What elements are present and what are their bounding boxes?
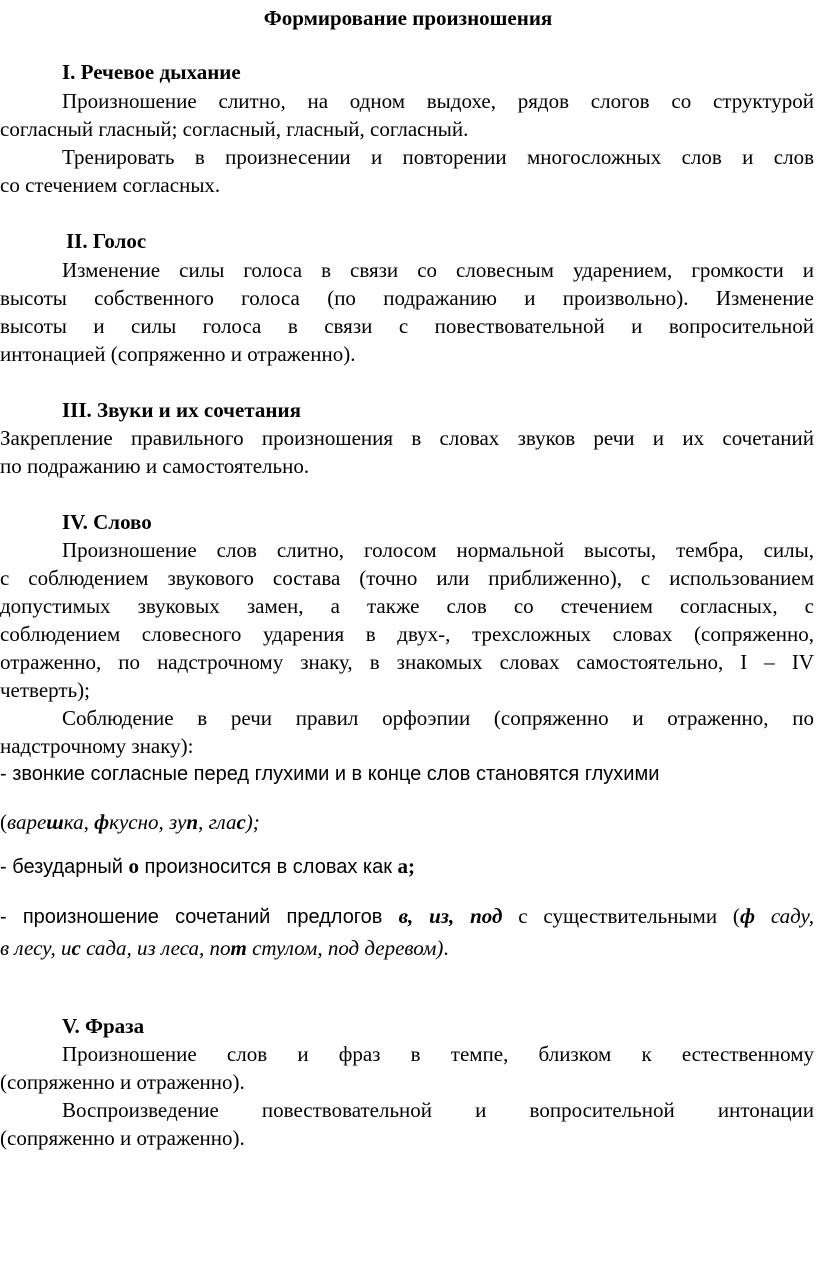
rule3-l2f: . <box>443 936 449 960</box>
ex1-w2d: , гла <box>198 810 237 834</box>
s1-p2-line1: Тренировать в произнесении и повторении многосложных слов и слов <box>62 145 814 169</box>
section-3-heading: III. Звуки и их сочетания <box>62 398 301 422</box>
rule3-mid: с существительными ( <box>502 904 740 928</box>
s4-p1-line1: Произношение слов слитно, голосом нормальной высоты, тембра, силы, <box>62 538 814 562</box>
s2-line3: высоты и силы голоса в связи с повествовательной и вопросительной <box>0 314 814 338</box>
s4-p2-line2: надстрочному знаку): <box>0 734 194 758</box>
rule-prepositions-line1 <box>0 902 814 931</box>
s4-p2-line1: Соблюдение в речи правил орфоэпии (сопряженно и отраженно, по <box>62 706 814 730</box>
s4-p1-line6: четверть); <box>0 678 90 702</box>
s2-line1: Изменение силы голоса в связи со словесным ударением, громкости и <box>62 258 814 282</box>
rule2-pre: - безударный <box>0 856 129 878</box>
s1-p1-line2: согласный гласный; согласный, гласный, согласный. <box>0 117 469 141</box>
ex1-w1b: ш <box>46 810 64 834</box>
rule3-l2b: с <box>71 936 81 960</box>
rule3-f: ф <box>739 904 755 928</box>
s5-p1-line1: Произношение слов и фраз в темпе, близком к естественному <box>62 1042 814 1066</box>
s5-p2-line1: Воспроизведение повествовательной и вопросительной интонации <box>62 1098 814 1122</box>
s4-p1-line4: соблюдением словесного ударения в двух-, трехсложных словах (сопряженно, <box>0 622 814 646</box>
rule3-l2c: сада, из леса, по <box>80 936 231 960</box>
rule3-pre: - произношение сочетаний предлогов <box>0 906 399 928</box>
ex1-w2c: п <box>186 810 199 834</box>
section-4-heading: IV. Слово <box>62 510 152 534</box>
rule2-o: о <box>128 854 139 878</box>
rule2-a: а; <box>397 854 416 878</box>
rule3-l2d: т <box>230 936 247 960</box>
ex1-w2a: ф <box>94 810 110 834</box>
section-1-heading: I. Речевое дыхание <box>62 60 241 84</box>
rule3-l2a: в лесу, и <box>0 936 72 960</box>
s4-p1-line3: допустимых звуковых замен, а также слов со стечением согласных, с <box>0 594 814 618</box>
s1-p2-line2: со стечением согласных. <box>0 173 221 197</box>
ex1-w2f: ); <box>245 810 260 834</box>
s3-line1: Закрепление правильного произношения в словах звуков речи и их сочетаний <box>0 426 814 450</box>
s3-line2: по подражанию и самостоятельно. <box>0 454 310 478</box>
rule3-preps: в, из, под <box>398 904 503 928</box>
section-2-heading: II. Голос <box>66 229 147 253</box>
ex1-w2b: кусно, зу <box>109 810 187 834</box>
s2-line4: интонацией (сопряженно и отраженно). <box>0 342 356 366</box>
rule2-mid: произносится в словах как <box>138 856 398 878</box>
s5-p1-line2: (сопряженно и отраженно). <box>0 1070 245 1094</box>
ex1-w2e: с <box>236 810 246 834</box>
rule-voiced-consonants: - звонкие согласные перед глухими и в конце слов становятся глухими <box>0 763 660 785</box>
s5-p2-line2: (сопряженно и отраженно). <box>0 1126 245 1150</box>
section-5-heading: V. Фраза <box>62 1014 145 1038</box>
s1-p1-line1: Произношение слитно, на одном выдохе, рядов слогов со структурой <box>62 89 814 113</box>
rule-unstressed-o <box>0 852 415 881</box>
ex1-w1c: ка, <box>63 810 95 834</box>
page-title: Формирование произношения <box>263 6 553 30</box>
example-voiced-consonants <box>0 808 260 836</box>
ex1-w1a: варе <box>7 810 47 834</box>
rule-prepositions-line2 <box>0 934 449 962</box>
rule3-rest1: саду, <box>754 904 814 928</box>
ex1-open: ( <box>0 810 7 834</box>
rule3-l2e: стулом, под деревом) <box>246 936 444 960</box>
s4-p1-line5: отраженно, по надстрочному знаку, в знакомых словах самостоятельно, I – IV <box>0 650 814 674</box>
s4-p1-line2: с соблюдением звукового состава (точно или приближенно), с использованием <box>0 566 814 590</box>
s2-line2: высоты собственного голоса (по подражанию и произвольно). Изменение <box>0 286 814 310</box>
